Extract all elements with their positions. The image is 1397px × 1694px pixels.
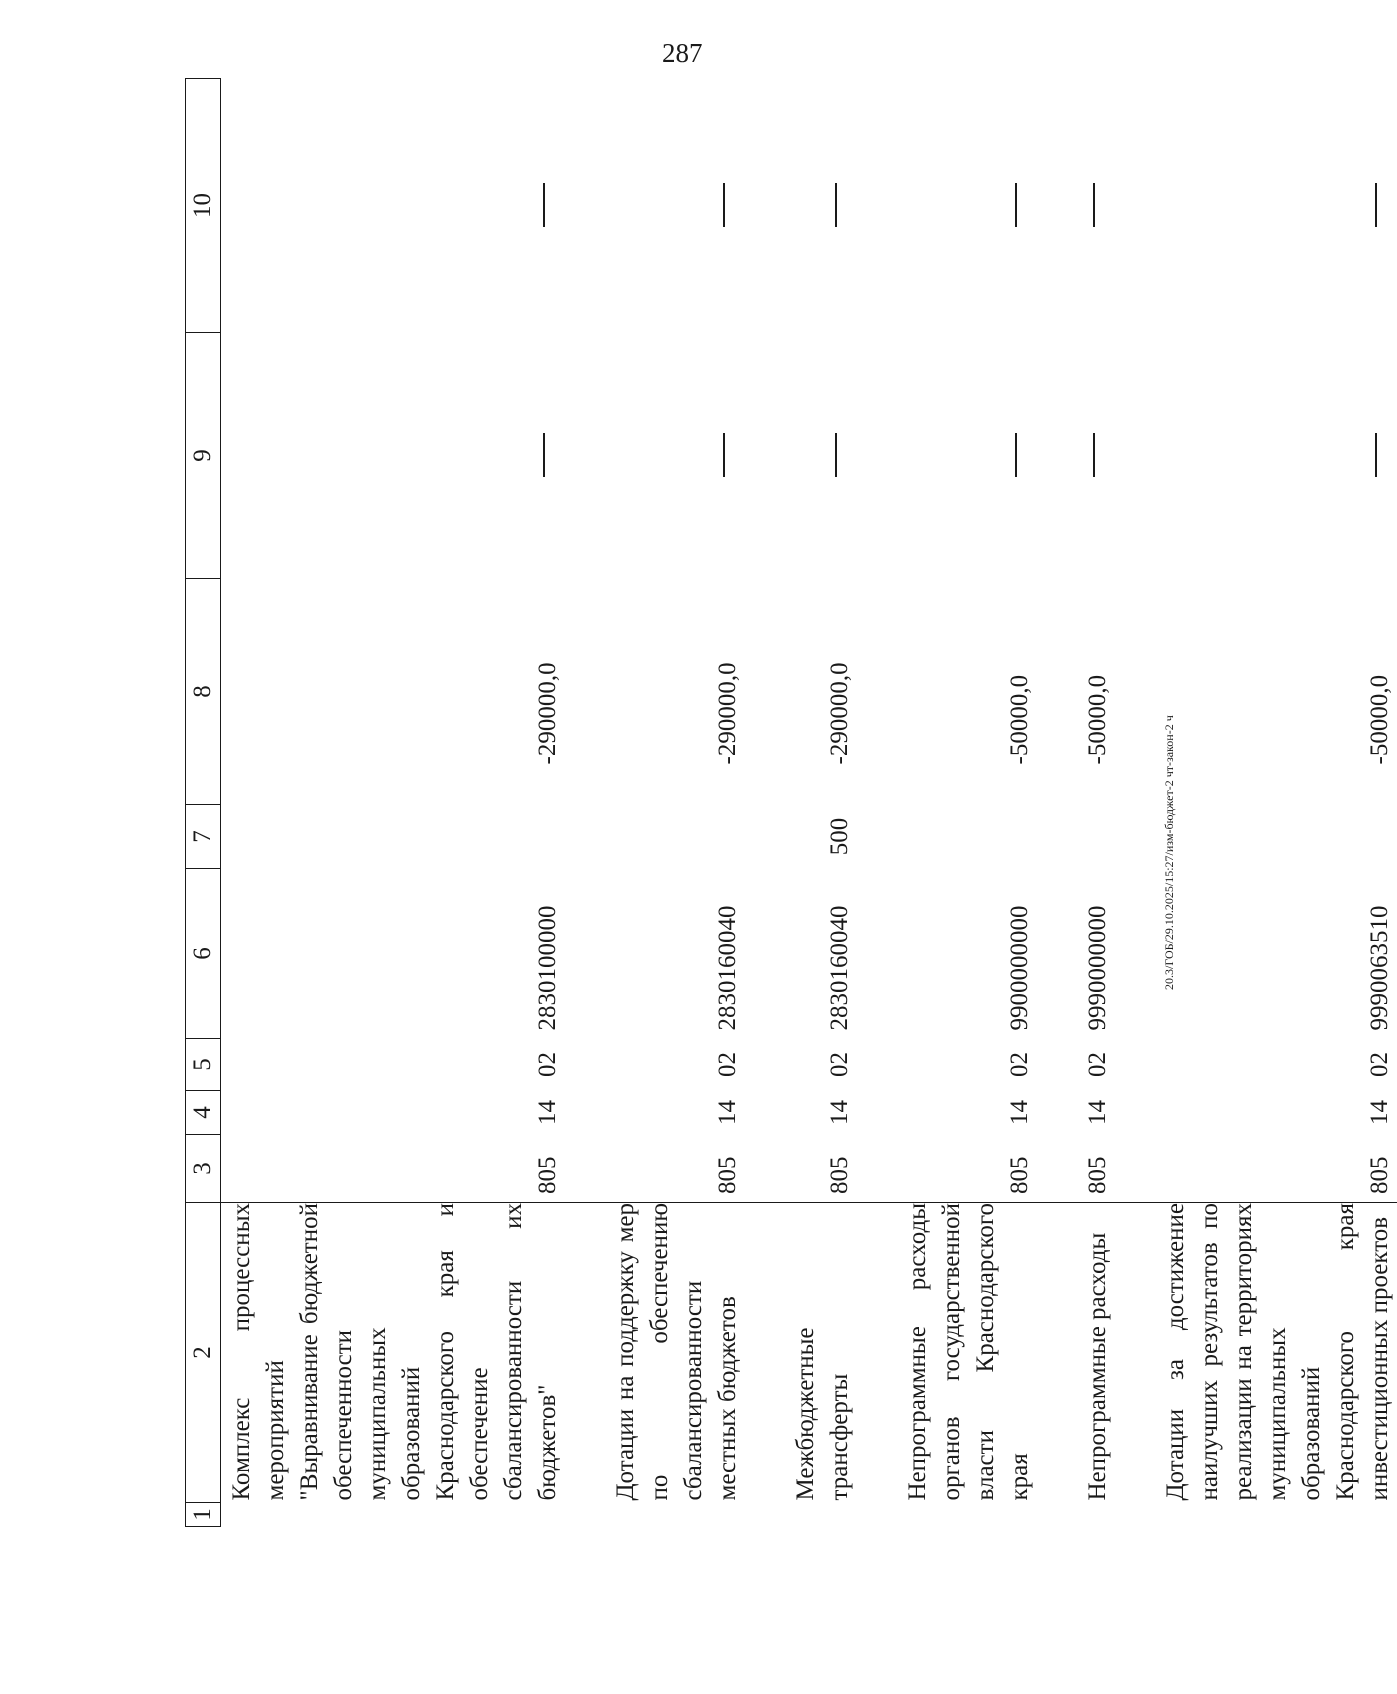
cell-target-article: 9900000000 bbox=[1006, 905, 1033, 1031]
cell-col9 bbox=[1077, 333, 1115, 579]
cell-col10 bbox=[897, 79, 1037, 333]
cell-amount: -50000,0 bbox=[1084, 674, 1111, 765]
dash-mark bbox=[835, 434, 837, 478]
row-description: Дотации за достижение наилучших результатов по реализации на территориях муниципальных образований Краснодарского края инвестиционных проектов bbox=[1162, 1203, 1393, 1501]
row-description: Межбюджетные трансферты bbox=[792, 1327, 853, 1501]
cell-expense-type bbox=[605, 805, 745, 869]
cell-ministry-code: 805 bbox=[1155, 1135, 1397, 1203]
cell-subsection: 02 bbox=[1084, 1052, 1111, 1077]
cell-col9 bbox=[221, 333, 566, 579]
cell-amount: -290000,0 bbox=[714, 662, 741, 765]
dash-mark bbox=[1093, 184, 1095, 228]
cell-section: 14 bbox=[714, 1100, 741, 1125]
cell-amount: -50000,0 bbox=[1366, 674, 1393, 765]
cell-subsection: 02 bbox=[534, 1052, 561, 1077]
table-row bbox=[605, 79, 745, 1527]
header-cell-1: 1 bbox=[186, 1503, 221, 1527]
cell-ministry-code: 805 bbox=[897, 1135, 1037, 1203]
dash-mark bbox=[1015, 434, 1017, 478]
cell-col9 bbox=[605, 333, 745, 579]
cell-section: 14 bbox=[826, 1100, 853, 1125]
cell-col10 bbox=[1077, 79, 1115, 333]
cell-target-article: 9990000000 bbox=[1084, 905, 1111, 1031]
cell-col9 bbox=[897, 333, 1037, 579]
cell-subsection: 02 bbox=[1366, 1052, 1393, 1077]
cell-expense-type bbox=[897, 805, 1037, 869]
cell-section: 14 bbox=[1084, 1100, 1111, 1125]
cell-ministry-code: 805 bbox=[221, 1135, 566, 1203]
budget-table bbox=[185, 78, 1397, 1527]
cell-amount: -290000,0 bbox=[534, 662, 561, 765]
table-row bbox=[897, 79, 1037, 1527]
dash-mark bbox=[835, 184, 837, 228]
table-row bbox=[1155, 79, 1397, 1527]
cell-section: 14 bbox=[1366, 1100, 1393, 1125]
dash-mark bbox=[1375, 434, 1377, 478]
cell-amount: -290000,0 bbox=[826, 662, 853, 765]
header-cell-6: 6 bbox=[186, 869, 221, 1039]
cell-expense-type bbox=[1077, 805, 1115, 869]
header-cell-10: 10 bbox=[186, 79, 221, 333]
table-row bbox=[1077, 79, 1115, 1527]
document-reference-code: 20.3/ГОБ/29.10.2025/15:27/изм-бюджет-2 чт-закон-2 ч bbox=[1162, 715, 1176, 990]
cell-expense-type bbox=[1155, 805, 1397, 869]
cell-col10 bbox=[605, 79, 745, 333]
header-cell-7: 7 bbox=[186, 805, 221, 869]
cell-ministry-code: 805 bbox=[785, 1135, 857, 1203]
dash-mark bbox=[723, 434, 725, 478]
cell-col9 bbox=[785, 333, 857, 579]
cell-target-article: 9990063510 bbox=[1366, 905, 1393, 1031]
cell-col9 bbox=[1155, 333, 1397, 579]
cell-ministry-code: 805 bbox=[1077, 1135, 1115, 1203]
cell-target-article: 2830160040 bbox=[826, 905, 853, 1031]
dash-mark bbox=[543, 434, 545, 478]
header-cell-4: 4 bbox=[186, 1091, 221, 1135]
table-header-row bbox=[186, 79, 221, 1527]
cell-ministry-code: 805 bbox=[605, 1135, 745, 1203]
page-number: 287 bbox=[662, 38, 703, 68]
cell-col10 bbox=[221, 79, 566, 333]
dash-mark bbox=[1375, 184, 1377, 228]
table-row bbox=[221, 79, 566, 1527]
cell-subsection: 02 bbox=[826, 1052, 853, 1077]
header-cell-8: 8 bbox=[186, 579, 221, 805]
cell-col10 bbox=[1155, 79, 1397, 333]
row-description: Дотации на поддержку мер по обеспечению сбалансированности местных бюджетов bbox=[612, 1203, 741, 1501]
cell-section: 14 bbox=[534, 1100, 561, 1125]
dash-mark bbox=[723, 184, 725, 228]
header-cell-2: 2 bbox=[186, 1203, 221, 1503]
cell-amount: -50000,0 bbox=[1006, 674, 1033, 765]
cell-subsection: 02 bbox=[714, 1052, 741, 1077]
row-description: Комплекс процессных мероприятий "Выравнивание бюджетной обеспеченности муниципальных образований Краснодарского края и обеспечение сбалансированности их бюджетов" bbox=[228, 1203, 561, 1501]
header-cell-9: 9 bbox=[186, 333, 221, 579]
dash-mark bbox=[1093, 434, 1095, 478]
cell-expense-type bbox=[221, 805, 566, 869]
header-cell-5: 5 bbox=[186, 1039, 221, 1091]
header-cell-3: 3 bbox=[186, 1135, 221, 1203]
cell-section: 14 bbox=[1006, 1100, 1033, 1125]
table-row bbox=[785, 79, 857, 1527]
row-description: Непрограммные расходы органов государственной власти Краснодарского края bbox=[904, 1203, 1033, 1501]
dash-mark bbox=[543, 184, 545, 228]
cell-target-article: 2830160040 bbox=[714, 905, 741, 1031]
cell-expense-type: 500 bbox=[826, 817, 853, 856]
cell-col10 bbox=[785, 79, 857, 333]
cell-subsection: 02 bbox=[1006, 1052, 1033, 1077]
cell-target-article: 2830100000 bbox=[534, 905, 561, 1031]
dash-mark bbox=[1015, 184, 1017, 228]
row-description: Непрограммные расходы bbox=[1084, 1232, 1111, 1501]
